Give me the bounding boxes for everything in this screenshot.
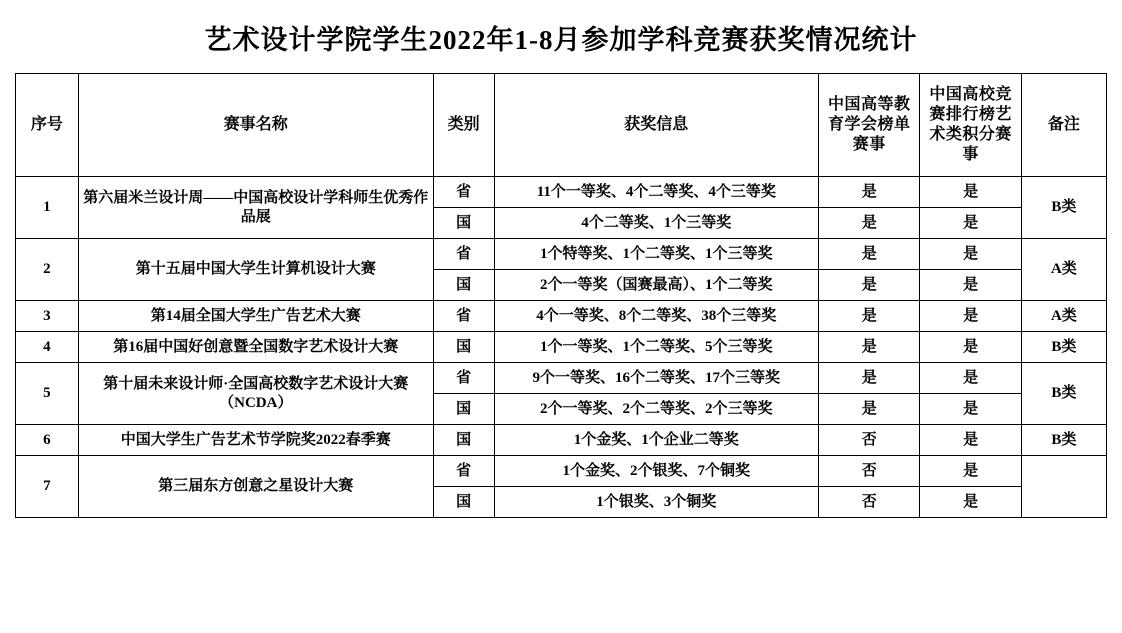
cell-org1-flag: 否 [819, 425, 920, 456]
table-header [16, 74, 1107, 177]
cell-category: 国 [433, 270, 494, 301]
table-header-row [16, 74, 1107, 177]
cell-org2-flag: 是 [920, 456, 1021, 487]
cell-competition-name: 第16届中国好创意暨全国数字艺术设计大赛 [78, 332, 433, 363]
cell-org1-flag: 否 [819, 456, 920, 487]
table-row [16, 425, 1107, 456]
column-header-no: 序号 [16, 74, 79, 177]
cell-org2-flag: 是 [920, 425, 1021, 456]
column-header-category: 类别 [433, 74, 494, 177]
cell-org1-flag: 是 [819, 332, 920, 363]
cell-no: 5 [16, 363, 79, 425]
cell-no: 3 [16, 301, 79, 332]
column-header-org1: 中国高等教育学会榜单赛事 [819, 74, 920, 177]
cell-competition-name: 第三届东方创意之星设计大赛 [78, 456, 433, 518]
cell-category: 国 [433, 394, 494, 425]
cell-category: 省 [433, 456, 494, 487]
cell-org1-flag: 是 [819, 208, 920, 239]
cell-org1-flag: 是 [819, 177, 920, 208]
cell-competition-name: 第六届米兰设计周——中国高校设计学科师生优秀作品展 [78, 177, 433, 239]
cell-competition-name: 第14届全国大学生广告艺术大赛 [78, 301, 433, 332]
cell-org2-flag: 是 [920, 270, 1021, 301]
table-row [16, 301, 1107, 332]
column-header-remark: 备注 [1021, 74, 1106, 177]
cell-remark: B类 [1021, 332, 1106, 363]
cell-award-info: 4个一等奖、8个二等奖、38个三等奖 [494, 301, 818, 332]
column-header-org2: 中国高校竞赛排行榜艺术类积分赛事 [920, 74, 1021, 177]
document-page [0, 18, 1122, 633]
cell-category: 国 [433, 332, 494, 363]
cell-award-info: 9个一等奖、16个二等奖、17个三等奖 [494, 363, 818, 394]
page-title: 艺术设计学院学生2022年1-8月参加学科竞赛获奖情况统计 [204, 25, 918, 55]
table-row [16, 332, 1107, 363]
cell-org2-flag: 是 [920, 208, 1021, 239]
award-statistics-table [15, 73, 1107, 518]
cell-org1-flag: 是 [819, 239, 920, 270]
cell-award-info: 1个银奖、3个铜奖 [494, 487, 818, 518]
cell-org1-flag: 是 [819, 363, 920, 394]
cell-no: 7 [16, 456, 79, 518]
cell-award-info: 1个金奖、1个企业二等奖 [494, 425, 818, 456]
cell-org2-flag: 是 [920, 239, 1021, 270]
cell-org1-flag: 是 [819, 394, 920, 425]
cell-category: 省 [433, 177, 494, 208]
cell-category: 国 [433, 208, 494, 239]
table-body [16, 177, 1107, 518]
cell-no: 1 [16, 177, 79, 239]
cell-org2-flag: 是 [920, 177, 1021, 208]
cell-org1-flag: 否 [819, 487, 920, 518]
cell-award-info: 2个一等奖、2个二等奖、2个三等奖 [494, 394, 818, 425]
table-row [16, 239, 1107, 270]
cell-competition-name: 中国大学生广告艺术节学院奖2022春季赛 [78, 425, 433, 456]
cell-remark: A类 [1021, 301, 1106, 332]
cell-award-info: 1个金奖、2个银奖、7个铜奖 [494, 456, 818, 487]
cell-org1-flag: 是 [819, 301, 920, 332]
cell-category: 省 [433, 363, 494, 394]
cell-org1-flag: 是 [819, 270, 920, 301]
cell-remark: A类 [1021, 239, 1106, 301]
cell-award-info: 2个一等奖（国赛最高）、1个二等奖 [494, 270, 818, 301]
cell-competition-name: 第十届未来设计师·全国高校数字艺术设计大赛（NCDA） [78, 363, 433, 425]
cell-category: 国 [433, 487, 494, 518]
table-row [16, 456, 1107, 487]
cell-no: 2 [16, 239, 79, 301]
cell-competition-name: 第十五届中国大学生计算机设计大赛 [78, 239, 433, 301]
cell-award-info: 4个二等奖、1个三等奖 [494, 208, 818, 239]
cell-org2-flag: 是 [920, 301, 1021, 332]
table-row [16, 177, 1107, 208]
cell-category: 省 [433, 301, 494, 332]
cell-category: 国 [433, 425, 494, 456]
cell-award-info: 1个一等奖、1个二等奖、5个三等奖 [494, 332, 818, 363]
cell-award-info: 11个一等奖、4个二等奖、4个三等奖 [494, 177, 818, 208]
table-row [16, 363, 1107, 394]
cell-org2-flag: 是 [920, 394, 1021, 425]
cell-award-info: 1个特等奖、1个二等奖、1个三等奖 [494, 239, 818, 270]
cell-remark: B类 [1021, 425, 1106, 456]
cell-org2-flag: 是 [920, 487, 1021, 518]
cell-remark: B类 [1021, 363, 1106, 425]
cell-category: 省 [433, 239, 494, 270]
column-header-name: 赛事名称 [78, 74, 433, 177]
cell-remark [1021, 456, 1106, 518]
cell-no: 4 [16, 332, 79, 363]
cell-remark: B类 [1021, 177, 1106, 239]
column-header-award-info: 获奖信息 [494, 74, 818, 177]
cell-org2-flag: 是 [920, 363, 1021, 394]
cell-org2-flag: 是 [920, 332, 1021, 363]
cell-no: 6 [16, 425, 79, 456]
